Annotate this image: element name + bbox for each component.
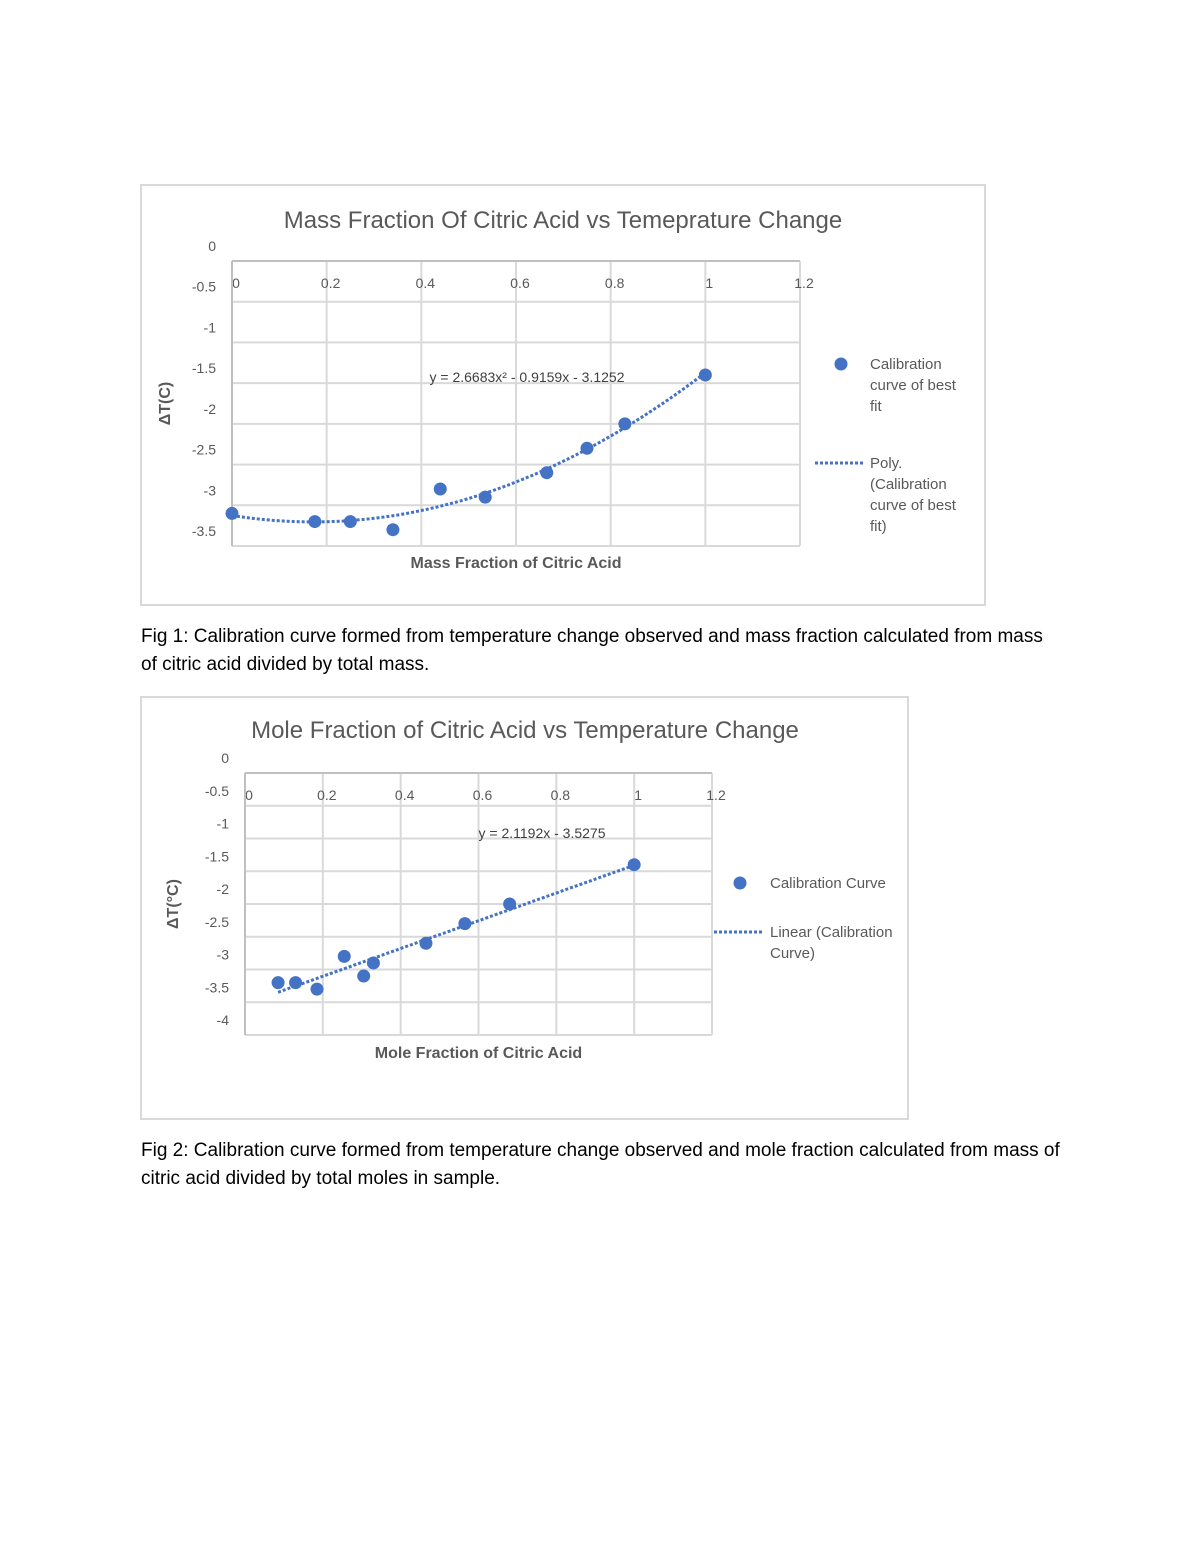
data-point: [479, 491, 492, 504]
data-point: [226, 507, 239, 520]
y-tick-label: -2.5: [191, 441, 216, 458]
chart-mole-fraction: [140, 696, 909, 1120]
x-tick-label: 1.2: [794, 275, 814, 291]
x-tick-label: 1: [705, 275, 714, 291]
y-tick-label: -3: [203, 482, 216, 499]
x-tick-label: 0.6: [472, 787, 493, 803]
chart-title: Mass Fraction Of Citric Acid vs Temeprature Change: [283, 207, 843, 234]
chart-mass-fraction-svg: [142, 186, 988, 608]
data-point: [458, 917, 471, 930]
x-tick-label: 0: [245, 787, 253, 803]
data-point: [699, 369, 712, 382]
legend-entry-text: Calibration: [870, 356, 942, 373]
y-tick-label: -1: [216, 815, 229, 832]
trendline-equation: y = 2.6683x² - 0.9159x - 3.1252: [429, 369, 625, 385]
data-point: [289, 976, 302, 989]
figure-1-caption: Fig 1: Calibration curve formed from temperature change observed and mass fraction calculated from mass of citric acid divided by total mass.: [141, 626, 1043, 675]
data-point: [540, 466, 553, 479]
x-tick-label: 0.8: [550, 787, 571, 803]
legend-entry-text: Poly.: [870, 455, 903, 472]
legend-marker-icon: [734, 877, 747, 890]
x-tick-label: 0: [232, 275, 240, 291]
data-point: [618, 417, 631, 430]
data-point: [503, 898, 516, 911]
data-point: [434, 483, 447, 496]
legend-marker-icon: [835, 358, 848, 371]
trendline-equation: y = 2.1192x - 3.5275: [478, 825, 606, 841]
trendline: [232, 373, 705, 522]
y-tick-label: -1.5: [204, 848, 229, 865]
x-tick-label: 1: [634, 787, 643, 803]
x-tick-label: 0.8: [604, 275, 625, 291]
y-tick-label: 0: [221, 750, 229, 766]
legend-entry-text: fit): [870, 518, 887, 535]
legend-entry-text: (Calibration: [870, 476, 947, 493]
data-point: [338, 950, 351, 963]
data-point: [344, 515, 357, 528]
y-axis-label: ΔT(C): [157, 381, 174, 426]
y-tick-label: -4: [216, 1012, 229, 1028]
y-tick-label: -2: [216, 881, 229, 897]
y-tick-label: -3.5: [204, 979, 229, 996]
y-axis-label: ΔT(°C): [165, 879, 182, 929]
x-tick-label: 0.2: [317, 787, 337, 803]
y-tick-label: -2.5: [204, 913, 229, 930]
y-tick-label: -2: [203, 400, 216, 417]
chart-mass-fraction: [140, 184, 986, 606]
x-tick-label: 0.4: [394, 787, 415, 803]
y-tick-label: -0.5: [191, 278, 216, 295]
x-axis-label: Mole Fraction of Citric Acid: [374, 1045, 583, 1062]
data-point: [357, 970, 370, 983]
legend-entry-text: curve of best: [870, 377, 956, 394]
legend-entry-text: fit: [870, 398, 882, 415]
data-point: [628, 858, 641, 871]
data-point: [419, 937, 432, 950]
trendline: [278, 865, 634, 992]
data-point: [272, 976, 285, 989]
x-tick-label: 0.6: [510, 275, 530, 291]
legend-entry-text: Linear (Calibration: [770, 924, 893, 941]
legend-entry-text: Curve): [770, 945, 816, 962]
y-tick-label: 0: [208, 238, 216, 254]
y-tick-label: -1.5: [191, 360, 216, 377]
data-point: [581, 442, 594, 455]
x-tick-label: 1.2: [706, 787, 726, 803]
data-point: [386, 523, 399, 536]
x-tick-label: 0.4: [415, 275, 436, 291]
y-tick-label: -1: [203, 319, 216, 336]
chart-mole-fraction-svg: [142, 698, 911, 1122]
chart-title: Mole Fraction of Citric Acid vs Temperature Change: [251, 717, 799, 744]
y-tick-label: -3.5: [191, 523, 216, 539]
figure-2-caption: Fig 2: Calibration curve formed from temperature change observed and mole fraction calculated from mass of citric acid divided by total moles in sample.: [141, 1140, 1060, 1189]
x-tick-label: 0.2: [320, 275, 341, 291]
y-tick-label: -3: [216, 946, 229, 963]
x-axis-label: Mass Fraction of Citric Acid: [410, 555, 622, 572]
data-point: [310, 983, 323, 996]
y-tick-label: -0.5: [204, 782, 229, 799]
data-point: [367, 956, 380, 969]
data-point: [308, 515, 321, 528]
legend-entry-text: Calibration Curve: [770, 875, 886, 892]
legend-entry-text: curve of best: [870, 497, 956, 514]
